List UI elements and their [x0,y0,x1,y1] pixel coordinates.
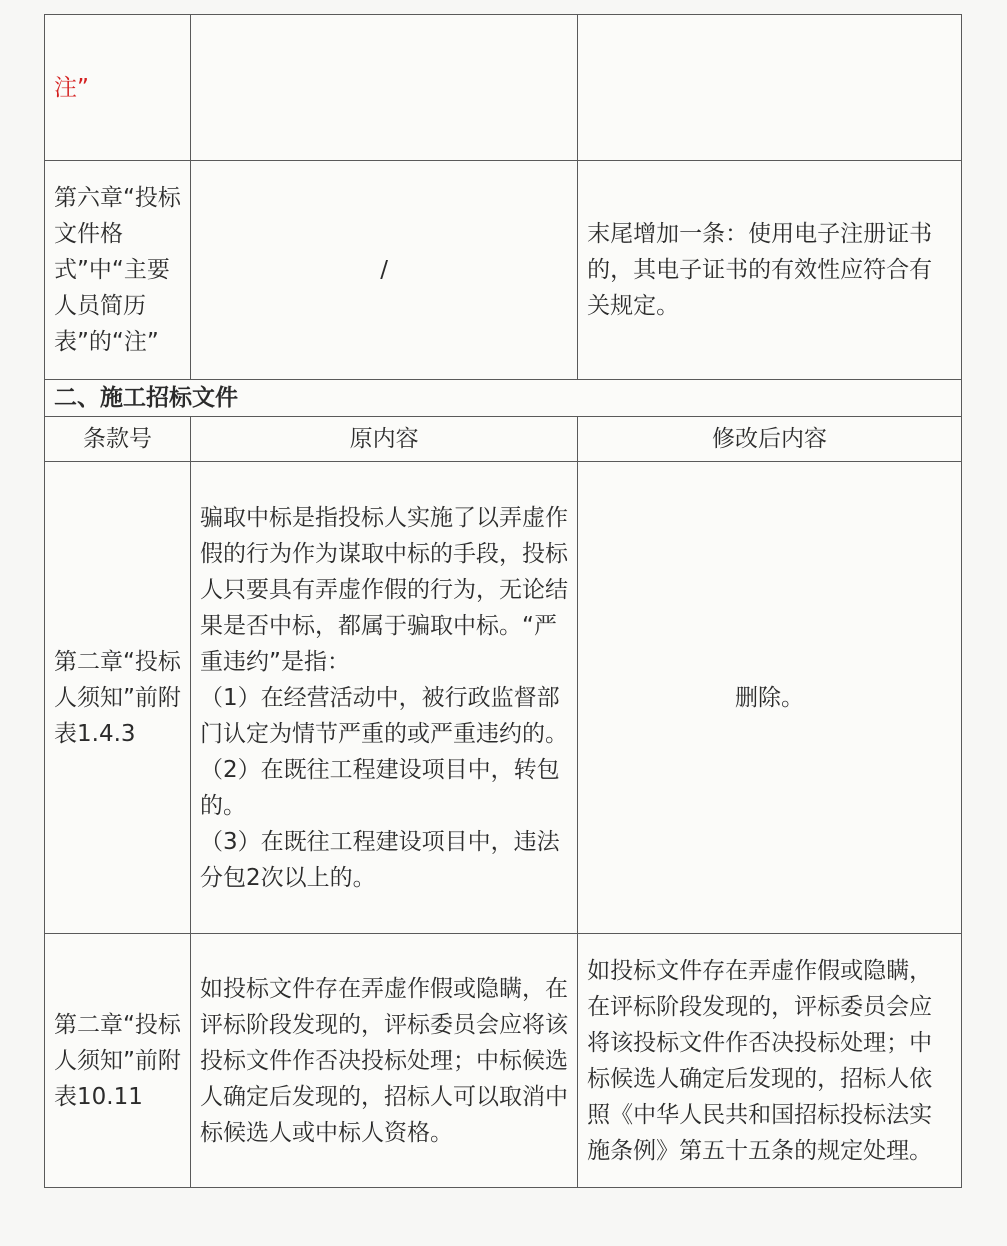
original-cell [191,15,578,161]
table-row [45,934,962,1188]
modified-cell: 删除。 [578,462,962,934]
table-row [45,161,962,380]
header-modified: 修改后内容 [578,417,962,462]
table-row [45,462,962,934]
modified-cell [578,15,962,161]
original-cell: 如投标文件存在弄虚作假或隐瞒，在评标阶段发现的，评标委员会应将该投标文件作否决投标处理；中标候选人确定后发现的，招标人可以取消中标候选人或中标人资格。 [191,934,578,1188]
modified-cell: 如投标文件存在弄虚作假或隐瞒，在评标阶段发现的，评标委员会应将该投标文件作否决投标处理；中标候选人确定后发现的，招标人依照《中华人民共和国招标投标法实施条例》第五十五条的规定处理。 [578,934,962,1188]
header-clause-no: 条款号 [45,417,191,462]
clause-cell: 第二章“投标人须知”前附表10.11 [45,934,191,1188]
clause-text: 注” [54,74,89,101]
modified-cell: 末尾增加一条：使用电子注册证书的，其电子证书的有效性应符合有关规定。 [578,161,962,380]
amendment-table [44,14,962,1188]
table-row [45,15,962,161]
section-heading-row [45,380,962,417]
original-cell [191,462,578,934]
header-original: 原内容 [191,417,578,462]
original-paragraph: 骗取中标是指投标人实施了以弄虚作假的行为作为谋取中标的手段，投标人只要具有弄虚作假的行为，无论结果是否中标，都属于骗取中标。“严重违约”是指： [200,504,569,675]
original-item: （2）在既往工程建设项目中，转包的。 [200,756,560,819]
clause-cell: 第六章“投标文件格式”中“主要人员简历表”的“注” [45,161,191,380]
original-cell: / [191,161,578,380]
clause-cell [45,15,191,161]
clause-cell: 第二章“投标人须知”前附表1.4.3 [45,462,191,934]
section-title: 二、施工招标文件 [45,380,962,417]
original-item: （3）在既往工程建设项目中，违法分包2次以上的。 [200,828,560,891]
original-item: （1）在经营活动中，被行政监督部门认定为情节严重的或严重违约的。 [200,684,569,747]
table-header-row [45,417,962,462]
